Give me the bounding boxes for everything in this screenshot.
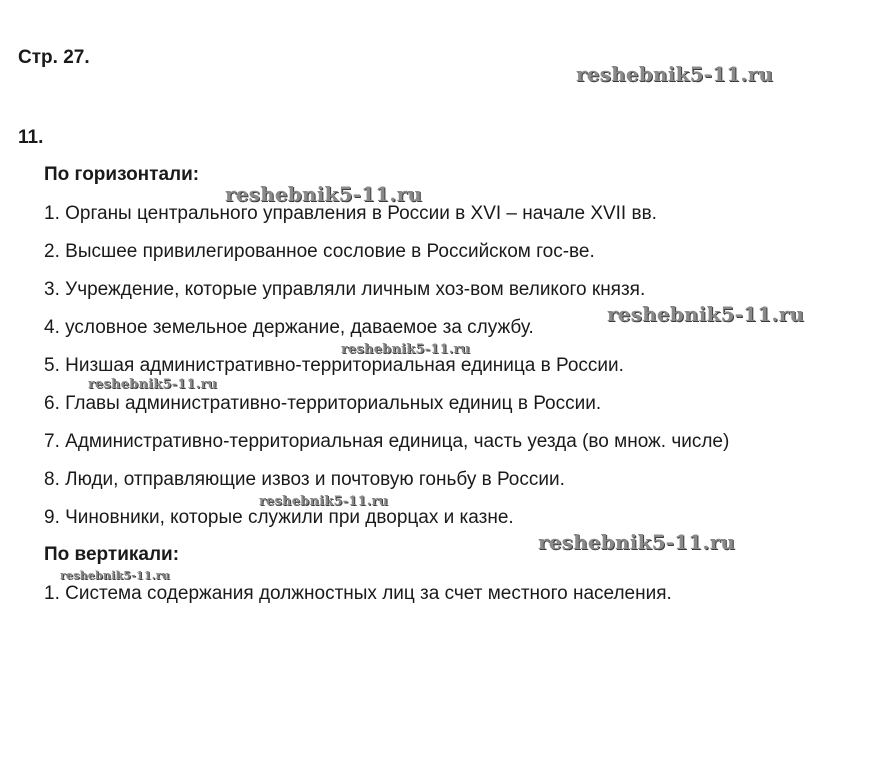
clue-text: Система содержания должностных лиц за счет местного населения. — [65, 583, 672, 604]
clue-number: 4. — [44, 317, 60, 338]
clue-text: Чиновники, которые служили при дворцах и казне. — [65, 507, 514, 528]
watermark: reshebnik5-11.ru — [60, 569, 170, 582]
clue-number: 1. — [44, 203, 60, 224]
clue-number: 7. — [44, 431, 60, 452]
clue-text: Люди, отправляющие извоз и почтовую гоньбу в России. — [65, 469, 565, 490]
horizontal-clue-7 — [44, 423, 729, 461]
watermark: reshebnik5-11.ru — [538, 530, 736, 554]
clue-number: 6. — [44, 393, 60, 414]
clue-text: Главы административно-территориальных единиц в России. — [65, 393, 602, 414]
clue-number: 8. — [44, 469, 60, 490]
clue-text: Высшее привилегированное сословие в Российском гос-ве. — [65, 241, 595, 262]
horizontal-clue-2 — [44, 233, 729, 271]
watermark: reshebnik5-11.ru — [259, 494, 389, 509]
clue-number: 3. — [44, 279, 60, 300]
page-reference: Стр. 27. — [18, 47, 90, 68]
clue-number: 5. — [44, 355, 60, 376]
clue-text: условное земельное держание, даваемое за службу. — [65, 317, 534, 338]
clue-text: Низшая административно-территориальная единица в России. — [65, 355, 624, 376]
vertical-heading: По вертикали: — [44, 544, 180, 565]
clue-number: 2. — [44, 241, 60, 262]
watermark: reshebnik5-11.ru — [88, 377, 218, 392]
watermark: reshebnik5-11.ru — [225, 182, 423, 206]
watermark: reshebnik5-11.ru — [576, 62, 774, 86]
horizontal-heading: По горизонтали: — [44, 164, 200, 185]
horizontal-clue-list — [44, 195, 729, 537]
clue-text: Органы центрального управления в России в XVI – начале XVII вв. — [65, 203, 657, 224]
task-number: 11. — [18, 127, 44, 148]
clue-text: Учреждение, которые управляли личным хоз-вом великого князя. — [65, 279, 646, 300]
watermark: reshebnik5-11.ru — [607, 302, 805, 326]
clue-number: 9. — [44, 507, 60, 528]
clue-text: Административно-территориальная единица, часть уезда (во множ. числе) — [65, 431, 730, 452]
clue-number: 1. — [44, 583, 60, 604]
watermark: reshebnik5-11.ru — [341, 342, 471, 357]
